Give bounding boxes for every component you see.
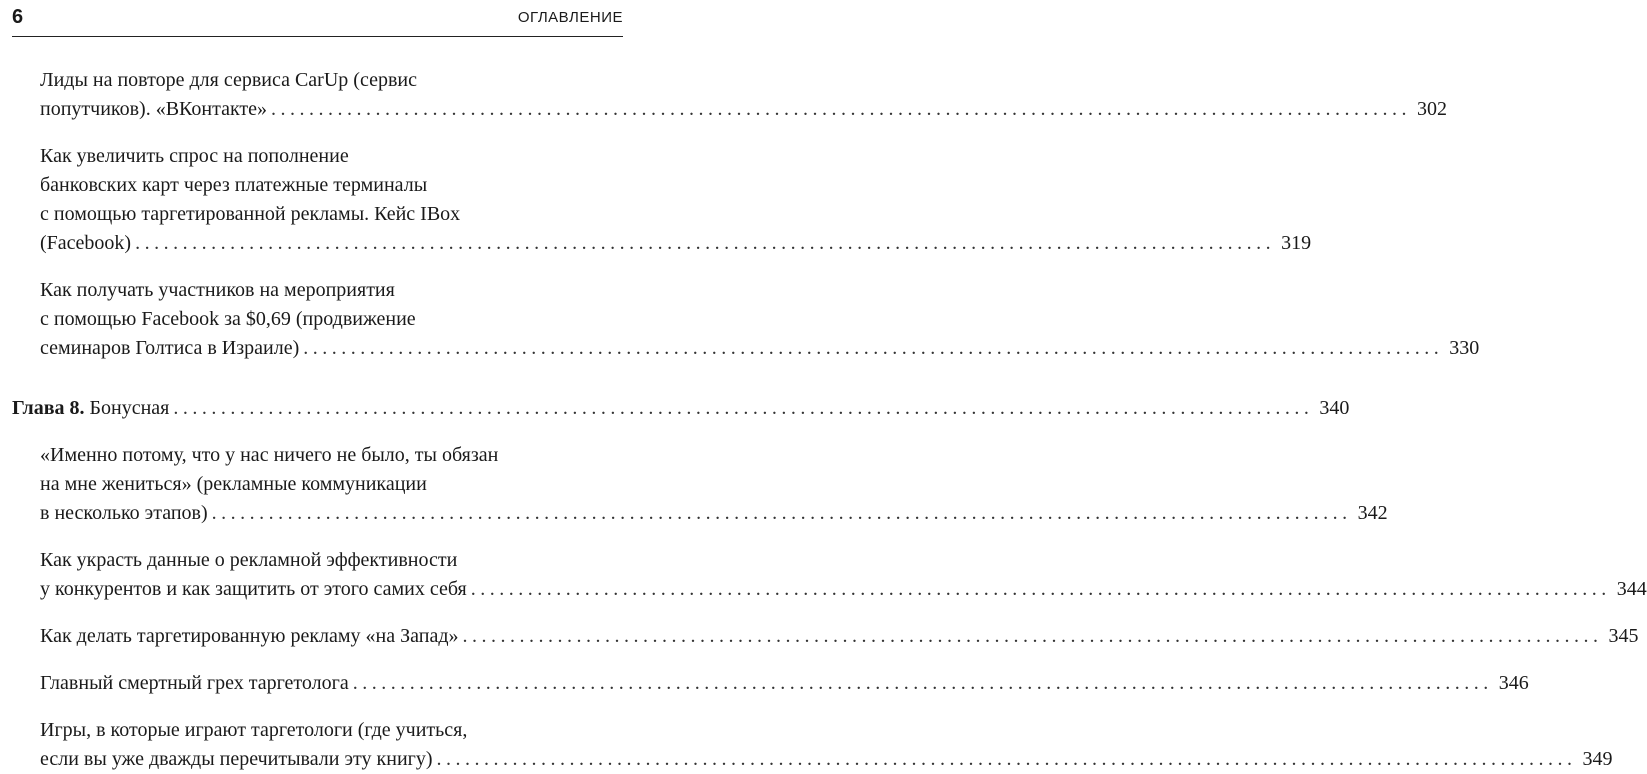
page-header — [12, 0, 623, 37]
toc-entry-line: Как получать участников на мероприятия — [40, 279, 395, 301]
toc-entry-line: на мне жениться» (рекламные коммуникации — [40, 473, 427, 495]
section-title: ОГЛАВЛЕНИЕ — [517, 9, 623, 26]
dot-leader: ........................................................................................................................ — [352, 672, 1493, 694]
toc-entry — [40, 441, 1388, 528]
toc-entry-line: (Facebook) — [40, 232, 132, 254]
toc-entry — [40, 546, 1647, 604]
toc-entry — [40, 622, 1639, 651]
toc-entry-line: Главный смертный грех таргетолога — [40, 672, 349, 694]
dot-leader: ........................................................................................................................ — [436, 748, 1577, 770]
dot-leader: ........................................................................................................................ — [135, 232, 1276, 254]
table-of-contents — [0, 36, 1647, 774]
toc-entry-line: банковских карт через платежные терминалы — [40, 174, 428, 196]
page-number: 6 — [12, 6, 24, 28]
chapter-title: Бонусная — [89, 397, 170, 419]
toc-entry-line: Лиды на повторе для сервиса CarUp (сервис — [40, 69, 417, 91]
toc-entry-line: Как украсть данные о рекламной эффективности — [40, 549, 458, 571]
toc-page-number: 330 — [1449, 337, 1480, 359]
dot-leader: ........................................................................................................................ — [173, 397, 1314, 419]
toc-page-number: 346 — [1498, 672, 1529, 694]
toc-page-number: 319 — [1281, 232, 1312, 254]
toc-entry-line: «Именно потому, что у нас ничего не было, ты обязан — [40, 444, 499, 466]
toc-entry — [40, 716, 1613, 774]
dot-leader: ........................................................................................................................ — [271, 98, 1412, 120]
toc-page-number: 302 — [1417, 98, 1448, 120]
toc-entry-line: Как увеличить спрос на пополнение — [40, 145, 349, 167]
dot-leader: ........................................................................................................................ — [211, 502, 1352, 524]
toc-page-number: 342 — [1357, 502, 1388, 524]
toc-page-number: 349 — [1582, 748, 1613, 770]
toc-entry-line: с помощью таргетированной рекламы. Кейс IBox — [40, 203, 461, 225]
toc-entry-line: у конкурентов и как защитить от этого самих себя — [40, 578, 467, 600]
toc-entry-line: с помощью Facebook за $0,69 (продвижение — [40, 308, 416, 330]
toc-entry-line: в несколько этапов) — [40, 502, 208, 524]
dot-leader: ........................................................................................................................ — [303, 337, 1444, 359]
toc-entry-line: Как делать таргетированную рекламу «на Запад» — [40, 625, 459, 647]
toc-page-number: 340 — [1319, 397, 1350, 419]
toc-entry-line: Игры, в которые играют таргетологи (где учиться, — [40, 719, 468, 741]
toc-chapter-entry — [12, 394, 1350, 423]
toc-entry — [40, 66, 1448, 124]
toc-page-number: 345 — [1608, 625, 1639, 647]
dot-leader: ........................................................................................................................ — [462, 625, 1603, 647]
dot-leader: ........................................................................................................................ — [470, 578, 1611, 600]
toc-entry — [40, 669, 1529, 698]
chapter-label: Глава 8. — [12, 397, 85, 419]
toc-entry-line: если вы уже дважды перечитывали эту книгу) — [40, 748, 433, 770]
toc-entry-line: попутчиков). «ВКонтакте» — [40, 98, 268, 120]
toc-entry — [40, 142, 1312, 258]
toc-page-number: 344 — [1616, 578, 1647, 600]
toc-entry-line: семинаров Голтиса в Израиле) — [40, 337, 300, 359]
toc-entry — [40, 276, 1480, 363]
